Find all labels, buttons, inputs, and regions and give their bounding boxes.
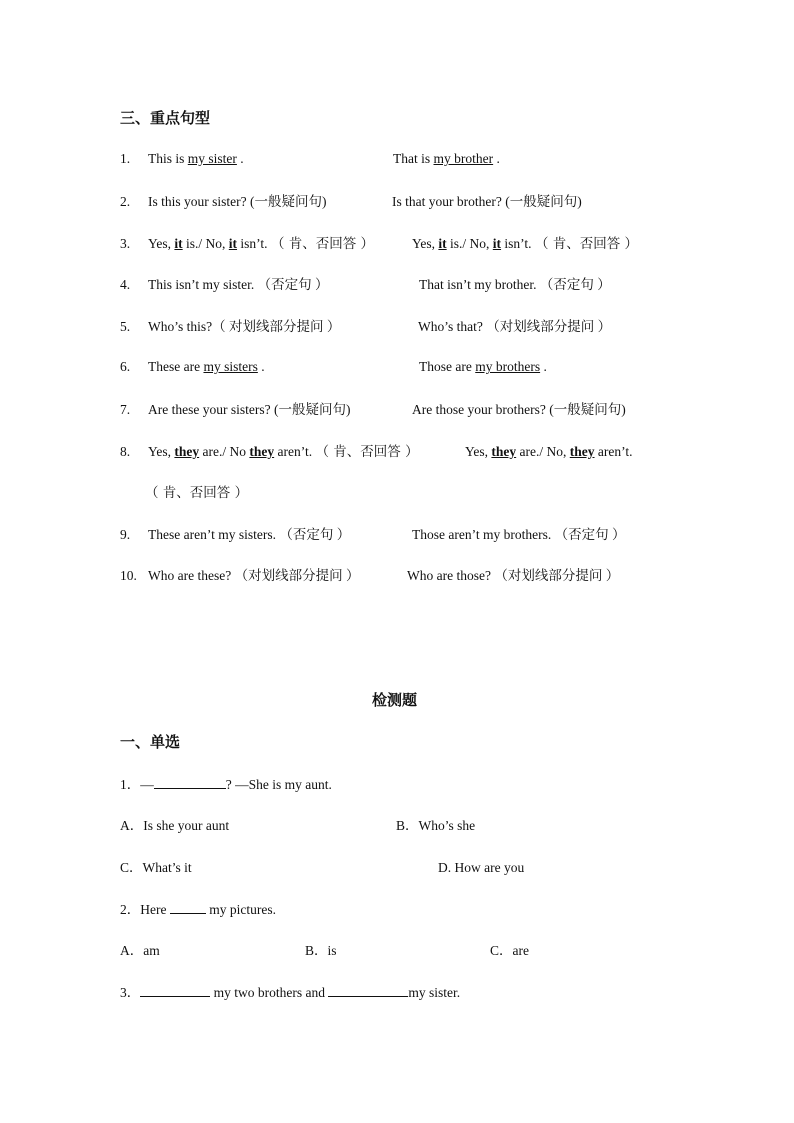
sentence-b: Who’s that? （对划线部分提问 ）	[418, 319, 612, 334]
sentence-b: Are those your brothers? (一般疑问句)	[412, 402, 626, 417]
sentence-num: 10.	[120, 568, 137, 583]
sentence-b: Those are my brothers .	[419, 359, 547, 374]
question-3: 3． my two brothers and my sister.	[120, 985, 461, 1000]
sentence-a: Who’s this?（ 对划线部分提问 ）	[148, 319, 341, 334]
sentence-b: Yes, it is./ No, it isn’t. （ 肯、否回答 ）	[412, 236, 639, 252]
sentence-num: 4.	[120, 277, 131, 292]
option-b[interactable]: B．is	[305, 943, 337, 958]
sentence-a: Are these your sisters? (一般疑问句)	[148, 402, 351, 417]
sentence-note: （ 肯、否回答 ）	[145, 485, 249, 501]
answer-blank[interactable]	[328, 983, 408, 997]
question-2: 2．Here my pictures.	[120, 902, 276, 917]
option-a[interactable]: A．Is she your aunt	[120, 818, 230, 833]
section-heading: 三、重点句型	[120, 109, 211, 127]
sentence-num: 2.	[120, 194, 131, 209]
part-heading: 一、单选	[120, 733, 181, 751]
sentence-num: 1.	[120, 151, 131, 166]
answer-blank[interactable]	[154, 775, 226, 789]
underlined-phrase: my brothers	[475, 359, 541, 374]
sentence-a: Yes, it is./ No, it isn’t. （ 肯、否回答 ）	[148, 236, 375, 252]
answer-blank[interactable]	[170, 900, 206, 914]
question-1: 1．— ? —She is my aunt.	[120, 777, 332, 792]
option-b[interactable]: B．Who’s she	[396, 818, 476, 833]
sentence-num: 8.	[120, 444, 131, 459]
sentence-a: These are my sisters .	[148, 359, 265, 374]
option-d[interactable]: D. How are you	[438, 860, 525, 875]
option-c[interactable]: C．are	[490, 943, 529, 958]
sentence-num: 3.	[120, 236, 131, 251]
sentence-num: 7.	[120, 402, 131, 417]
sentence-a: Who are these? （对划线部分提问 ）	[148, 568, 360, 583]
underlined-phrase: my brother	[433, 151, 494, 166]
sentence-num: 6.	[120, 359, 131, 374]
sentence-a: These aren’t my sisters. （否定句 ）	[148, 527, 351, 542]
sentence-a: This is my sister .	[148, 151, 244, 166]
answer-blank[interactable]	[140, 983, 210, 997]
option-c[interactable]: C．What’s it	[120, 860, 192, 875]
sentence-num: 9.	[120, 527, 131, 542]
sentence-b: Those aren’t my brothers. （否定句 ）	[412, 527, 626, 542]
sentence-num: 5.	[120, 319, 131, 334]
sentence-a: Yes, they are./ No they aren’t. （ 肯、否回答 ）	[148, 444, 419, 460]
sentence-a: This isn’t my sister. （否定句 ）	[148, 277, 329, 292]
option-a[interactable]: A．am	[120, 943, 160, 958]
sentence-b: Who are those? （对划线部分提问 ）	[407, 568, 620, 583]
sentence-a: Is this your sister? (一般疑问句)	[148, 194, 327, 209]
sentence-b: Is that your brother? (一般疑问句)	[392, 194, 582, 209]
underlined-phrase: my sisters	[203, 359, 258, 374]
quiz-title: 检测题	[372, 691, 418, 709]
underlined-phrase: my sister	[187, 151, 237, 166]
sentence-b: That is my brother .	[393, 151, 500, 166]
sentence-b: That isn’t my brother. （否定句 ）	[419, 277, 611, 292]
sentence-b: Yes, they are./ No, they aren’t.	[465, 444, 633, 459]
